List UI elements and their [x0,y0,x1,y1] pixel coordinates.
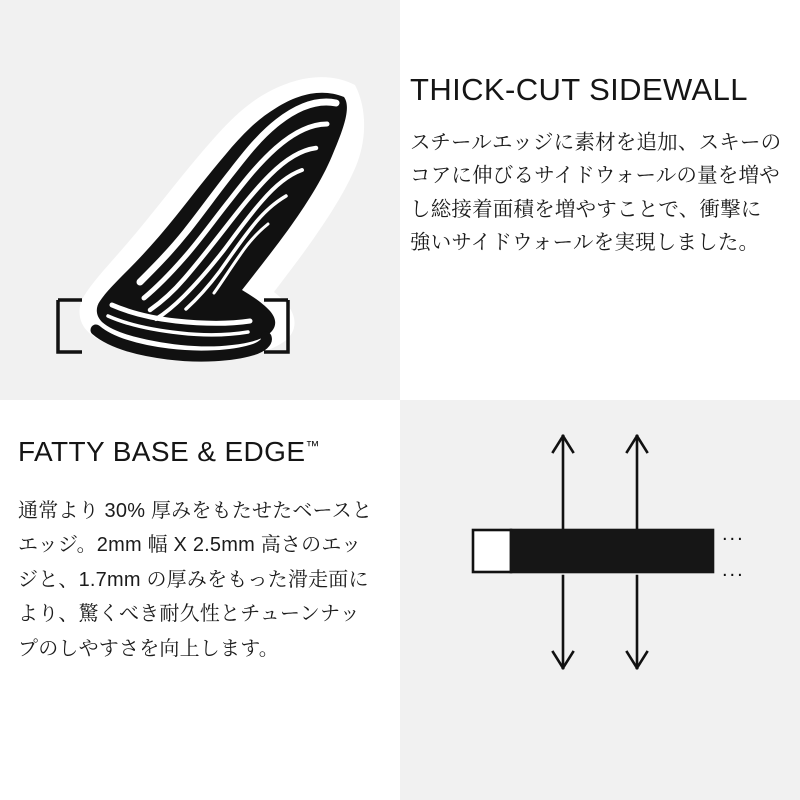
panel-sidewall-illustration [0,0,400,400]
dots-top: ... [722,523,745,545]
panel-fatty-base-text [0,400,400,800]
thick-cut-heading: THICK-CUT SIDEWALL [410,72,748,107]
thick-cut-body: スチールエッジに素材を追加、スキーのコアに伸びるサイドウォールの量を増やし総接着面積を増やすことで、衝撃に強いサイドウォールを実現しました。 [410,131,782,255]
edge-diagram [400,400,800,800]
panel-edge-diagram [400,400,800,800]
dots-bottom: ... [722,559,745,581]
fatty-base-heading [18,436,378,468]
sidewall-illustration [0,0,400,400]
panel-thick-cut-text [400,0,800,400]
fatty-base-heading-text: FATTY BASE & EDGE [18,436,306,467]
fatty-base-body: 通常より 30% 厚みをもたせたベースとエッジ。2mm 幅 X 2.5mm 高さのエッジと、1.7mm の厚みをもった滑走面により、驚くべき耐久性とチューンナップのしやすさを向上します。 [18,500,373,660]
trademark-symbol: ™ [305,437,320,454]
